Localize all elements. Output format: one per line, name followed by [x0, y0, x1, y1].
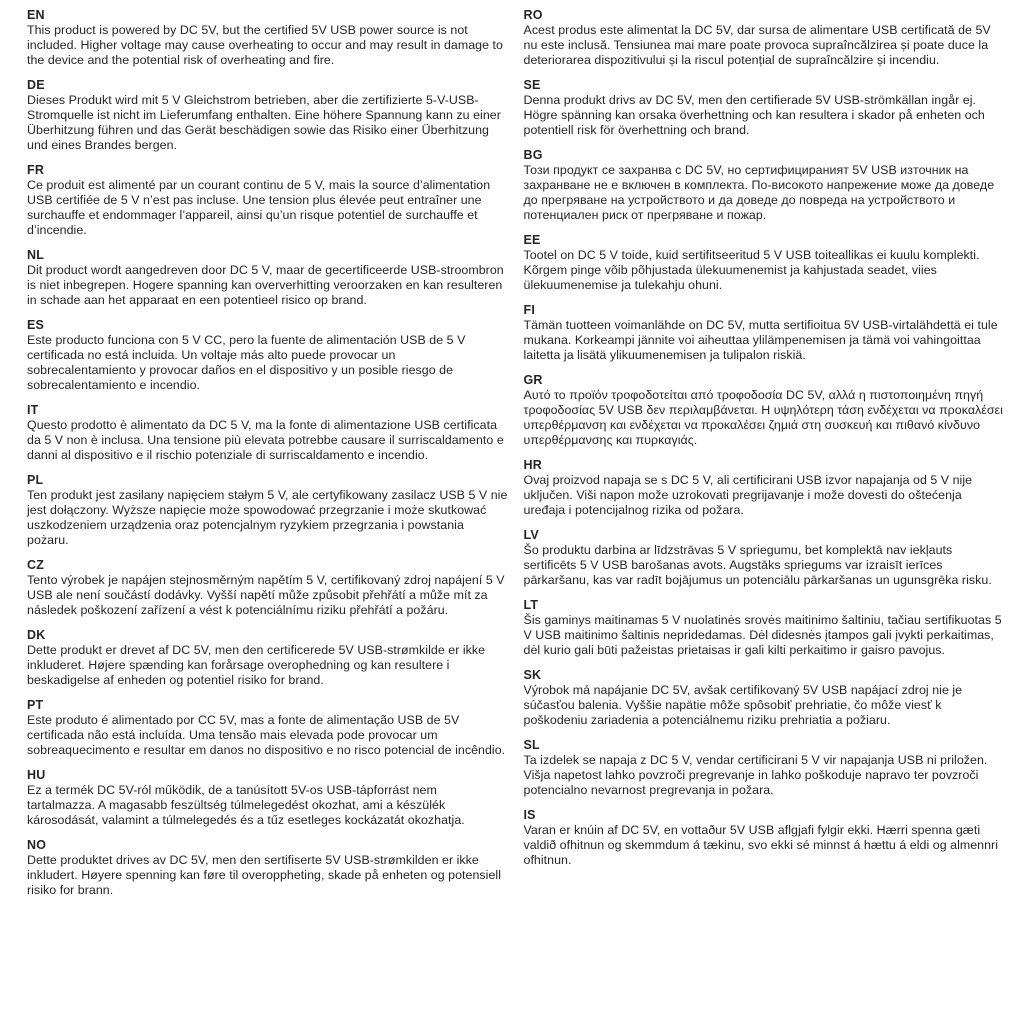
language-text: Ovaj proizvod napaja se s DC 5 V, ali certificirani USB izvor napajanja od 5 V nije uključen. Viši napon može uzrokovati pregrijavanje i može dovesti do oštećenja uređaja i potencijalnog rizika od požara. — [523, 473, 973, 517]
language-block — [524, 458, 1005, 518]
language-code: DK — [27, 628, 46, 642]
language-block — [27, 838, 508, 898]
language-code: NL — [27, 248, 45, 262]
language-block — [27, 248, 508, 308]
language-block — [27, 318, 508, 393]
language-text: Dit product wordt aangedreven door DC 5 V, maar de gecertificeerde USB-stroombron is niet inbegrepen. Hogere spanning kan oververhitting veroorzaken en kan resulteren in schade aan het apparaat en een potentieel risico op brand. — [27, 263, 504, 307]
language-text: Este producto funciona con 5 V CC, pero la fuente de alimentación USB de 5 V certificada no está incluida. Un voltaje más alto puede provocar un sobrecalentamiento y provocar daños en el dispositivo y un posible riesgo de sobrecalentamiento e incendio. — [27, 333, 466, 392]
language-text: Ez a termék DC 5V-ról működik, de a tanúsított 5V-os USB-tápforrást nem tartalmazza. A magasabb feszültség túlmelegedést okozhat, ami a készülék károsodását, valamint a túlmelegedés és a tűz esetleges kockázatát okozhatja. — [27, 783, 465, 827]
language-block — [27, 403, 508, 463]
language-text: Šo produktu darbina ar līdzstrāvas 5 V spriegumu, bet komplektā nav iekļauts sertificēts 5 V USB barošanas avots. Augstāks spriegums var izraisīt ierīces pārkaršanu, kas var radīt bojājumus un potenciālu pārkaršanas un ugunsgrēka risku. — [523, 543, 992, 587]
language-code: HU — [27, 768, 46, 782]
language-text: Tämän tuotteen voimanlähde on DC 5V, mutta sertifioitua 5V USB-virtalähdettä ei tule mukana. Korkeampi jännite voi aiheuttaa ylilämpenemisen ja tämä voi vahingoittaa laitetta ja lisätä ylikuumenemisen ja tulipalon riskiä. — [523, 318, 998, 362]
language-block — [27, 78, 508, 153]
language-text: Ta izdelek se napaja z DC 5 V, vendar certificirani 5 V vir napajanja USB ni priložen. Višja napetost lahko povzroči pregrevanje in lahko poškoduje napravo ter povzroči potencialno nevarnost pregrevanja in požara. — [523, 753, 988, 797]
language-block — [524, 78, 1005, 138]
language-code: SK — [523, 668, 542, 682]
language-code: EN — [27, 8, 45, 22]
language-text: Този продукт се захранва с DC 5V, но сертифицираният 5V USB източник на захранване не е включен в комплекта. По-високото напрежение може да доведе до прегряване на устройството и да доведе до повреда на устройството и потенциален риск от прегряване и пожар. — [523, 163, 995, 222]
language-code: RO — [523, 8, 543, 22]
language-text: Tento výrobek je napájen stejnosměrným napětím 5 V, certifikovaný zdroj napájení 5 V USB ale není součástí dodávky. Vyšší napětí může způsobit přehřátí a může mít za následek poškození zařízení a vést k potenciálnímu riziku přehřátí a požáru. — [27, 573, 505, 617]
language-block — [27, 768, 508, 828]
language-block — [27, 473, 508, 548]
language-text: Tootel on DC 5 V toide, kuid sertifitseeritud 5 V USB toiteallikas ei kuulu komplekti. Kõrgem pinge võib põhjustada ülekuumenemist ja kahjustada seadet, viies ülekuumenemise ja tulekahju ohuni. — [523, 248, 980, 292]
language-code: PT — [27, 698, 44, 712]
language-block — [27, 8, 508, 68]
left-column — [27, 8, 508, 1016]
language-block — [524, 528, 1005, 588]
language-code: IT — [27, 403, 39, 417]
language-text: Denna produkt drivs av DC 5V, men den certifierade 5V USB-strömkällan ingår ej. Högre spänning kan orsaka överhettning och kan resultera i skador på enheten och potentiell risk för överhettning och brand. — [523, 93, 985, 137]
language-block — [524, 373, 1005, 448]
language-code: HR — [523, 458, 542, 472]
language-block — [27, 628, 508, 688]
language-text: Dette produktet drives av DC 5V, men den sertifiserte 5V USB-strømkilden er ikke inkludert. Høyere spenning kan føre til overoppheting, skade på enheten og potensiell risiko for brann. — [27, 853, 502, 897]
language-block — [524, 668, 1005, 728]
language-text: Ce produit est alimenté par un courant continu de 5 V, mais la source d’alimentation USB certifiée de 5 V n’est pas incluse. Une tension plus élevée peut entraîner une surchauffe et endommager l’appareil, ainsi qu’un risque potentiel de surchauffe et d’incendie. — [27, 178, 491, 237]
language-text: Varan er knúin af DC 5V, en vottaður 5V USB aflgjafi fylgir ekki. Hærri spenna gæti valdið ofhitnun og skemmdum á tækinu, svo ekki sé minnst á hættu á eldi og almennri ofhitnun. — [523, 823, 999, 867]
language-block — [524, 598, 1005, 658]
language-block — [27, 558, 508, 618]
language-text: This product is powered by DC 5V, but the certified 5V USB power source is not included. Higher voltage may cause overheating to occur and may result in damage to the device and the potential risk of overheating and fire. — [27, 23, 503, 67]
language-code: LV — [523, 528, 539, 542]
language-text: Ten produkt jest zasilany napięciem stałym 5 V, ale certyfikowany zasilacz USB 5 V nie jest dołączony. Wyższe napięcie może spowodować przegrzanie i może skutkować uszkodzeniem urządzenia oraz potencjalnym ryzykiem przegrzania i powstania pożaru. — [27, 488, 508, 547]
language-code: NO — [27, 838, 47, 852]
language-text: Αυτό το προϊόν τροφοδοτείται από τροφοδοσία DC 5V, αλλά η πιστοποιημένη πηγή τροφοδοσίας 5V USB δεν περιλαμβάνεται. Η υψηλότερη τάση ενδέχεται να προκαλέσει υπερθέρμανση και ενδέχεται να προκαλέσει ζημιά στη συσκευή και πιθανό κίνδυνο υπερθέρμανσης και πυρκαγιάς. — [523, 388, 1003, 447]
language-code: FR — [27, 163, 45, 177]
language-text: Výrobok má napájanie DC 5V, avšak certifikovaný 5V USB napájací zdroj nie je súčasťou balenia. Vyššie napätie môže spôsobiť prehriatie, čo môže viesť k poškodeniu zariadenia a potenciálnemu riziku prehriatia a požiaru. — [523, 683, 963, 727]
language-block — [27, 698, 508, 758]
language-code: FI — [523, 303, 536, 317]
language-code: DE — [27, 78, 45, 92]
language-block — [27, 163, 508, 238]
language-block — [524, 738, 1005, 798]
language-code: ES — [27, 318, 45, 332]
language-code: EE — [523, 233, 541, 247]
right-column — [524, 8, 1005, 1016]
language-code: SL — [523, 738, 540, 752]
language-block — [524, 233, 1005, 293]
language-text: Šis gaminys maitinamas 5 V nuolatinės srovės maitinimo šaltiniu, tačiau sertifikuotas 5 V USB maitinimo šaltinis nepridedamas. Dėl didesnės įtampos gali įvykti perkaitimas, dėl kurio gali būti pažeistas prietaisas ir gali kilti perkaitimo ir gaisro pavojus. — [523, 613, 1002, 657]
language-code: SE — [523, 78, 541, 92]
language-block — [524, 808, 1005, 868]
language-text: Questo prodotto è alimentato da DC 5 V, ma la fonte di alimentazione USB certificata da 5 V non è inclusa. Una tensione più elevata potrebbe causare il surriscaldamento e danni al dispositivo e il rischio potenziale di surriscaldamento e incendio. — [27, 418, 504, 462]
language-text: Dette produkt er drevet af DC 5V, men den certificerede 5V USB-strømkilde er ikke inkluderet. Højere spænding kan forårsage overophedning og kan resultere i beskadigelse af enheden og potentiel risiko for brand. — [27, 643, 486, 687]
language-code: CZ — [27, 558, 45, 572]
language-code: IS — [523, 808, 536, 822]
language-block — [524, 8, 1005, 68]
language-code: BG — [523, 148, 543, 162]
language-code: GR — [523, 373, 543, 387]
language-text: Acest produs este alimentat la DC 5V, dar sursa de alimentare USB certificată de 5V nu este inclusă. Tensiunea mai mare poate provoca supraîncălzirea și poate duce la deteriorarea dispozitivului și la riscul potențial de supraîncălzire și incendiu. — [523, 23, 991, 67]
language-block — [524, 303, 1005, 363]
language-text: Dieses Produkt wird mit 5 V Gleichstrom betrieben, aber die zertifizierte 5-V-USB-Stromquelle ist nicht im Lieferumfang enthalten. Eine höhere Spannung kann zu einer Überhitzung führen und das Gerät beschädigen sowie das Risiko einer Überhitzung und eines Brandes bergen. — [27, 93, 501, 152]
language-code: PL — [27, 473, 44, 487]
language-block — [524, 148, 1005, 223]
language-text: Este produto é alimentado por CC 5V, mas a fonte de alimentação USB de 5V certificada não está incluída. Uma tensão mais elevada pode provocar um sobreaquecimento e resultar em danos no dispositivo e no risco potencial de incêndio. — [27, 713, 506, 757]
language-code: LT — [523, 598, 539, 612]
